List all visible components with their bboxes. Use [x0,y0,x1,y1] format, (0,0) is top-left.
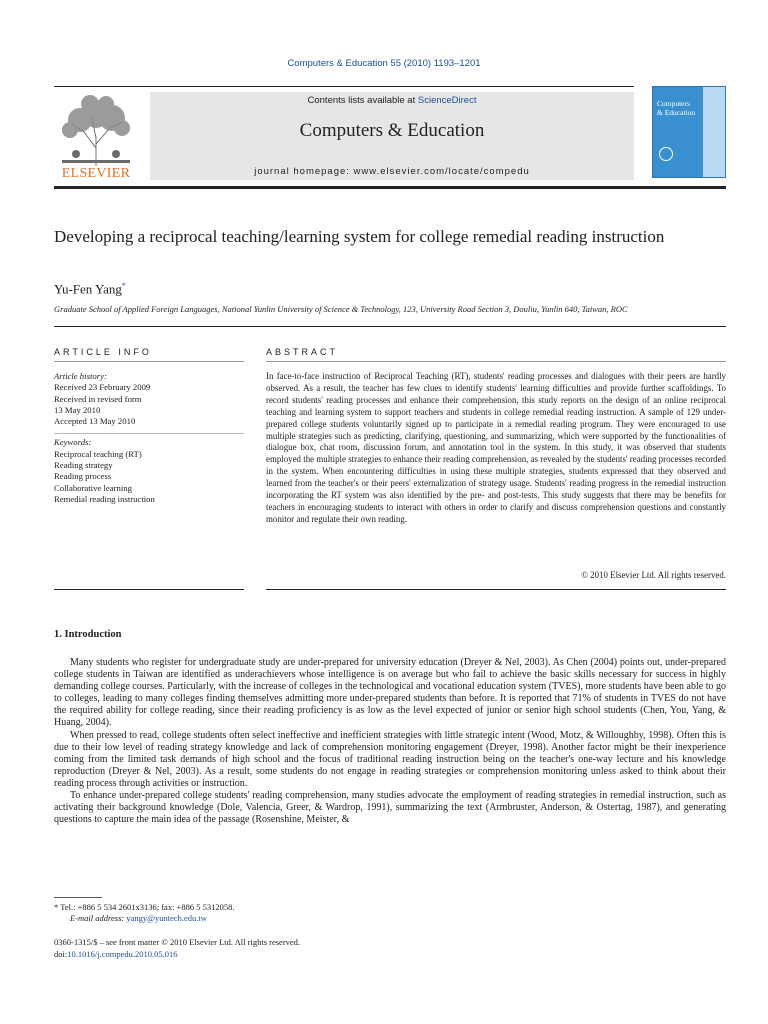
email-label: E-mail address: [70,913,127,923]
info-divider [54,433,244,434]
keyword-item: Remedial reading instruction [54,493,155,504]
article-title: Developing a reciprocal teaching/learning system for college remedial reading instruction [54,227,665,246]
elsevier-wordmark[interactable]: ELSEVIER [61,166,131,181]
publication-meta [54,937,300,960]
cover-strip [703,87,725,177]
author-email-link[interactable]: yangy@yuntech.edu.tw [126,913,207,923]
footnote-contact: * Tel.: +886 5 534 2601x3136; fax: +886 5 5312058. [54,902,235,912]
footnote-email-line [54,913,234,924]
journal-banner [150,92,634,180]
abstract-copyright: © 2010 Elsevier Ltd. All rights reserved. [581,570,726,580]
abstract-bottom-rule [266,589,726,590]
keyword-item: Reciprocal teaching (RT) [54,448,142,459]
introduction-body [54,657,726,826]
keyword-item: Collaborative learning [54,482,132,493]
article-info [54,371,244,505]
journal-cover-thumbnail[interactable] [652,86,726,178]
journal-citation[interactable]: Computers & Education 55 (2010) 1193–1201 [287,58,481,69]
header-bottom-rule [54,186,726,189]
author-affiliation: Graduate School of Applied Foreign Languages, National Yunlin University of Science & Technology, 123, University Road Section 3, Douliu, Yunlin 640, Taiwan, ROC [54,304,628,314]
keyword-item: Reading process [54,471,112,482]
history-label: Article history: [54,371,107,381]
history-item: Received in revised form [54,393,142,404]
issn-line: 0360-1315/$ – see front matter © 2010 Elsevier Ltd. All rights reserved. [54,937,301,947]
author-footnote [54,902,234,924]
abstract-rule [266,361,726,362]
title-section-rule [54,326,726,327]
journal-name: Computers & Education [299,120,485,141]
author-footnote-mark[interactable]: * [121,281,126,290]
article-info-bottom-rule [54,589,244,590]
cover-emblem-icon [659,147,673,161]
history-item: 13 May 2010 [54,404,101,415]
history-item: Received 23 February 2009 [54,382,151,393]
keyword-item: Reading strategy [54,460,113,471]
body-paragraph: To enhance under-prepared college students' reading comprehension, many studies advocate the employment of reading strategies in remedial instruction, such as activating their background knowledge (Dole, Valencia, Greer, & Wardrop, 1991), summarizing the text (Armbruster, Anderson, & Ostertag, 1987), and generating questions to capture the main idea of the passage (Rosenshine, Meister, & [54,790,726,826]
body-paragraph: Many students who register for undergraduate study are under-prepared for university education (Dreyer & Nel, 2003). As Chen (2004) points out, under-prepared college students in Taiwan are identified as underachievers whose intelligence is on average but who fail to achieve the basic skills necessary for success in highly demanding college courses. Particularly, with the increase of colleges in the technological and vocational education system (TVES), more students have been able to go to colleges, leading to many colleges finding themselves admitting more under-prepared students than before. It is reported that 71% of students in TVES do not have the required ability for college reading, since their reading proficiency is as low as the level expected of junior or senior high school students (Chen, You, Yang, & Huang, 2004). [54,657,726,729]
contents-line [150,95,634,106]
author-name: Yu-Fen Yang* [54,281,126,297]
introduction-heading: 1. Introduction [54,629,122,640]
body-paragraph: When pressed to read, college students often select ineffective and inefficient strategies with little strategic intent (Wood, Motz, & Willoughby, 1998). Often this is due to their low level of reading strategy knowledge and lack of comprehension monitoring engagement (Dreyer, 1998). Another factor might be their inexperience coming from the limited task demands of high school and the focus of traditional reading instruction being on the teacher's one-way lecture and his knowledge reproduction (Dreyer & Nel, 2003). As a result, some students do not engage in reading strategies or comprehension monitoring unless asked to think about their reading process through activities or instruction. [54,729,726,789]
doi-link[interactable]: 10.1016/j.compedu.2010.05.016 [67,948,178,959]
doi-line: doi:10.1016/j.compedu.2010.05.016 [54,948,178,959]
sciencedirect-link[interactable]: ScienceDirect [417,95,477,106]
article-info-heading: ARTICLE INFO [54,347,152,357]
contents-prefix: Contents lists available at [307,95,418,106]
abstract-heading: ABSTRACT [266,347,339,357]
article-info-rule [54,361,244,362]
footnote-rule [54,897,102,898]
history-item: Accepted 13 May 2010 [54,416,136,427]
cover-title: Computers & Education [657,99,696,117]
journal-header [54,86,726,183]
abstract-text: In face-to-face instruction of Reciprocal Teaching (RT), students' reading processes and dialogues with their peers are hardly observed. As a result, the teacher has few clues to identify students' learning difficulties and provide further scaffoldings. To record students' reading processes and enhance their comprehension, this study reports on the design of an online reciprocal teaching and learning system to support teachers and students in college remedial reading instruction. A sample of 129 under-prepared college students voluntarily signed up to participate in a remedial reading program. They were encouraged to use multiple strategies such as predicting, clarifying, questioning, and summarizing, which were supported by the functionalities of dialogue box, chat room, discussion forum, and annotation tool in the system. In this study, it was observed that students employed the multiple strategies to enhance their reading comprehension, as revealed by the students' reading processes recorded in the system. When encountering difficulties in using these multiple strategies, students expressed that they observed and learned from the teacher's or their peers' externalization of strategy usage. Students' reading progress in the remedial instruction incorporating the RT system was also identified by the pre- and post-tests. This study suggests that there may be benefits for teachers in encouraging students to interact with others in order to clarify and discuss comprehension questions and constantly monitor and regulate their own reading. [266,371,726,524]
keywords-label: Keywords: [54,437,92,448]
journal-homepage[interactable]: journal homepage: www.elsevier.com/locate/compedu [254,166,530,177]
